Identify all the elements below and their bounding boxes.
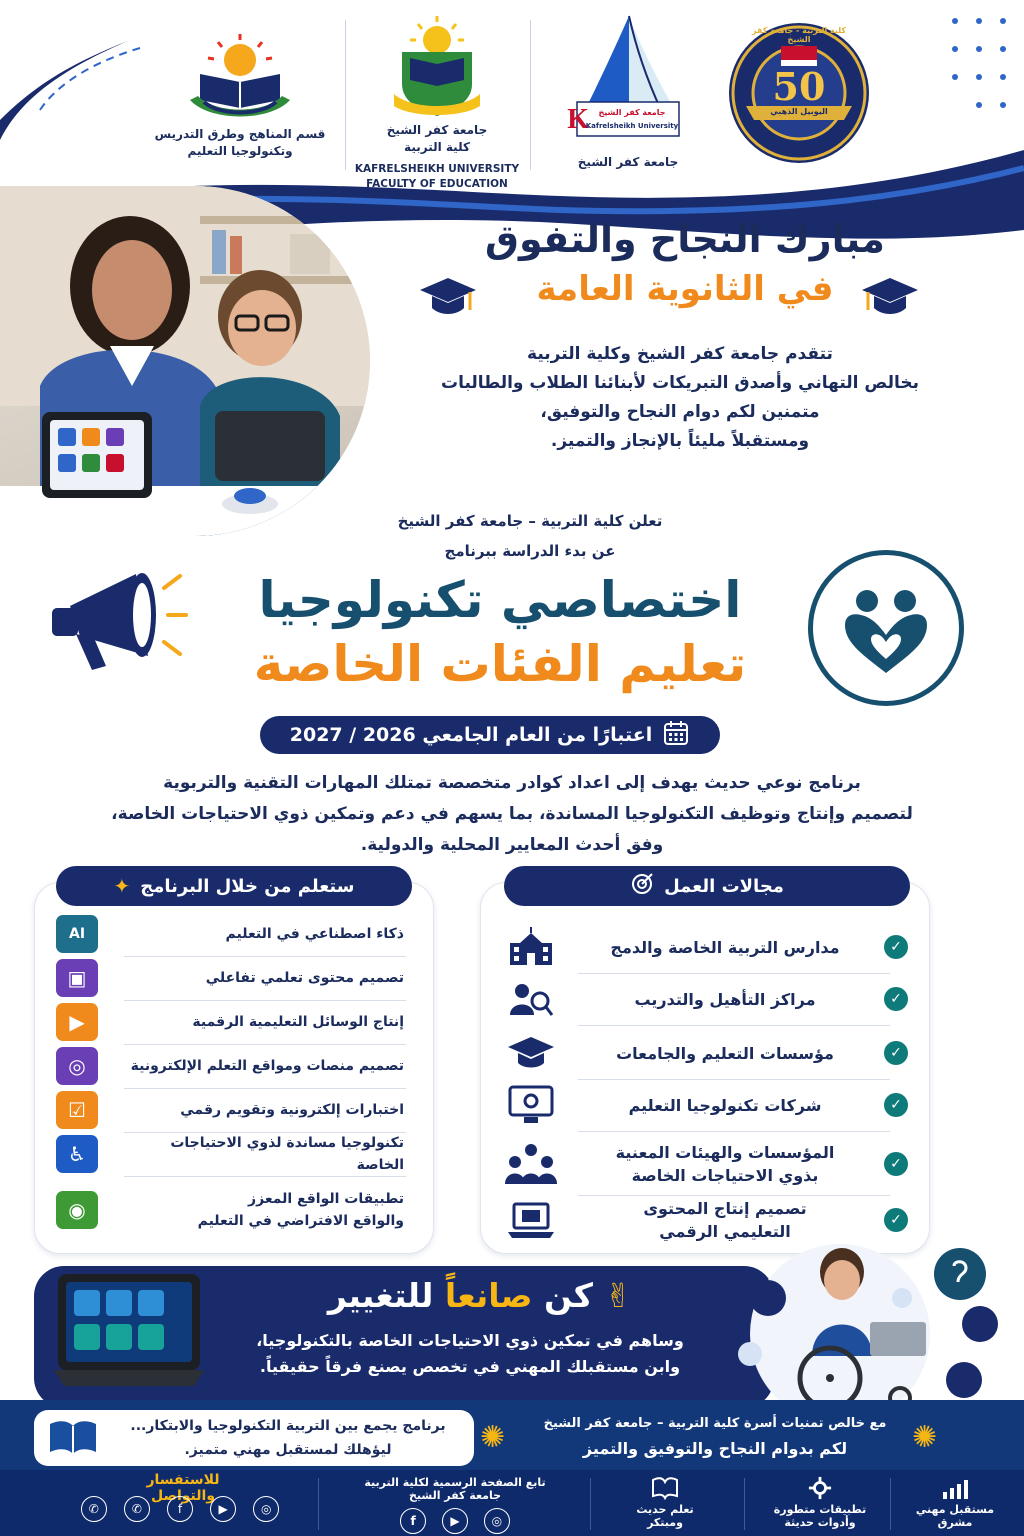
- curriculum-dept-line2: وتكنولوجيا التعليم: [187, 144, 293, 158]
- follow-line1: تابع الصفحة الرسمية لكلية التربية: [364, 1476, 546, 1489]
- open-book-sun-icon: [170, 30, 310, 122]
- work-field-item: [496, 1136, 914, 1192]
- faculty-ar-line1: جامعة كفر الشيخ: [386, 123, 488, 137]
- footer-divider: [890, 1478, 891, 1530]
- faculty-en-line1: KAFRELSHEIKH UNIVERSITY: [354, 163, 520, 175]
- work-fields-header: [504, 866, 910, 906]
- person-raising-arms-icon: ✌: [604, 1276, 633, 1315]
- work-field-item: [496, 1082, 914, 1128]
- program-title-line2: تعليم الفئات الخاصة: [253, 635, 747, 693]
- dot-grid-decoration: [952, 18, 1008, 108]
- learn-header: [56, 866, 412, 906]
- contact-label: للاستفسار والتواصل: [146, 1472, 220, 1504]
- youtube-icon[interactable]: ▶: [442, 1508, 468, 1534]
- work-field-item: [496, 976, 914, 1022]
- svg-text:K: K: [567, 104, 589, 135]
- megaphone-icon: [40, 560, 190, 680]
- header-divider: [530, 20, 531, 170]
- people-search-icon: [496, 979, 566, 1019]
- facebook-icon[interactable]: f: [167, 1496, 193, 1522]
- open-book-icon: [48, 1418, 98, 1458]
- note-line1: برنامج يجمع بين التربية التكنولوجيا والابتكار...: [130, 1418, 446, 1434]
- graduation-cap-icon: [418, 272, 478, 322]
- target-icon: [630, 872, 654, 901]
- banner-text-line: وساهم في تمكين ذوي الاحتياجات الخاصة بالتكنولوجيا،: [256, 1331, 684, 1350]
- footer-divider: [318, 1478, 319, 1530]
- laptop-icon: [496, 1200, 566, 1240]
- congrats-message: [400, 340, 960, 456]
- learn-item: [56, 1090, 408, 1130]
- row-divider: [578, 1079, 890, 1080]
- calendar-icon: [662, 719, 690, 752]
- announcement-intro: [330, 506, 730, 566]
- row-divider: [578, 1025, 890, 1026]
- faculty-ar-line2: كلية التربية: [404, 140, 470, 154]
- feature-label: مستقبل مهني مشرق: [915, 1503, 995, 1529]
- whatsapp-icon[interactable]: ✆: [124, 1496, 150, 1522]
- vr-headset-icon: ◉: [56, 1191, 98, 1229]
- congrats-text-line: متمنين لكم دوام النجاح والتوفيق،: [540, 402, 820, 422]
- follow-page: [330, 1476, 580, 1534]
- feature-apps: [760, 1476, 880, 1529]
- teacher-student-illustration: [0, 186, 370, 536]
- row-divider: [578, 1131, 890, 1132]
- learn-item: [56, 1046, 408, 1086]
- video-icon: ▶: [56, 1003, 98, 1041]
- academic-year-pill: [260, 716, 720, 754]
- globe-icon: ◎: [56, 1047, 98, 1085]
- learn-item-label: تصميم محتوى تعلمي تفاعلي: [205, 970, 404, 986]
- feature-label: تطبيقات متطورة وأدوات حديثة: [773, 1503, 867, 1529]
- learn-item-label: تطبيقات الواقع المعزز والواقع الافتراضي في التعليم: [197, 1191, 404, 1229]
- jubilee-ribbon: اليوبيل الذهبي: [770, 107, 828, 116]
- learn-item-label: إنتاج الوسائل التعليمية الرقمية: [192, 1014, 404, 1030]
- graduation-cap-icon: [860, 272, 920, 322]
- jubilee-ring-text: كلية التربية - جامعة كفر الشيخ: [751, 26, 847, 44]
- work-fields-title: مجالات العمل: [664, 875, 784, 897]
- wheelchair-icon: ♿: [56, 1135, 98, 1173]
- sparkle-icon: ✦: [113, 874, 131, 898]
- work-field-label: مراكز التأهيل والتدريب: [634, 989, 816, 1009]
- check-icon: ✓: [884, 1041, 908, 1065]
- learn-title: ستعلم من خلال البرنامج: [140, 875, 355, 897]
- faculty-logo: [352, 14, 522, 192]
- footer-divider: [744, 1478, 745, 1530]
- feature-learning: [610, 1476, 720, 1529]
- congrats-text-line: بخالص التهاني وأصدق التبريكات لأبنائنا الطلاب والطالبات: [440, 373, 920, 393]
- jubilee-number: 50: [772, 64, 826, 109]
- university-name: جامعة كفر الشيخ: [577, 155, 679, 169]
- program-title-line1: اختصاصي تكنولوجيا: [258, 571, 742, 629]
- open-book-icon: [651, 1476, 679, 1500]
- banner-text-line: وابن مستقبلك المهني في تخصص يصنع فرقاً حقيقياً.: [259, 1357, 681, 1376]
- flower-icon: ✺: [912, 1420, 938, 1455]
- wheelchair-student-illustration: [720, 1238, 1010, 1410]
- check-icon: ✓: [884, 987, 908, 1011]
- heart-people-badge: [808, 550, 964, 706]
- program-note: [110, 1414, 466, 1462]
- wish-line1: مع خالص تمنيات أسرة كلية التربية – جامعة كفر الشيخ: [543, 1416, 887, 1431]
- flower-icon: ✺: [480, 1420, 506, 1455]
- instagram-icon[interactable]: ◎: [253, 1496, 279, 1522]
- feature-label: تعلم حديث ومبتكر: [636, 1503, 694, 1529]
- header-divider: [345, 20, 346, 170]
- contact-icons: [60, 1496, 300, 1522]
- announcement-line2: عن بدء الدراسة ببرنامج: [444, 542, 616, 560]
- change-maker-title: [250, 1276, 710, 1315]
- graduation-cap-icon: [496, 1033, 566, 1073]
- monitor-gear-icon: [496, 1085, 566, 1125]
- ai-chip-icon: AI: [56, 915, 98, 953]
- congrats-text-line: تتقدم جامعة كفر الشيخ وكلية التربية: [527, 344, 833, 364]
- curriculum-dept-logo: [140, 30, 340, 160]
- title-highlight: صانعاً: [444, 1276, 533, 1315]
- learn-item: [56, 1002, 408, 1042]
- footer-divider: [590, 1478, 591, 1530]
- check-icon: ✓: [884, 1093, 908, 1117]
- learn-item: [56, 914, 408, 954]
- row-divider: [578, 973, 890, 974]
- congrats-line1: مبارك النجاح والتفوق: [485, 217, 885, 261]
- teacher-student-photo: [0, 186, 370, 536]
- learn-item: [56, 958, 408, 998]
- description-line: وفق أحدث المعايير المحلية والدولية.: [360, 835, 664, 855]
- work-field-label: تصميم إنتاج المحتوى التعليمي الرقمي: [643, 1199, 807, 1241]
- golden-jubilee-logo: [726, 20, 872, 166]
- faculty-en-line2: FACULTY OF EDUCATION: [366, 178, 508, 190]
- check-icon: ✓: [884, 1208, 908, 1232]
- title-post: للتغيير: [327, 1276, 434, 1315]
- work-field-label: مدارس التربية الخاصة والدمج: [610, 937, 840, 957]
- row-divider: [124, 1088, 406, 1089]
- check-icon: ✓: [884, 1152, 908, 1176]
- work-field-item: [496, 1030, 914, 1076]
- learn-item: [56, 1134, 408, 1174]
- academic-year-text: اعتبارًا من العام الجامعي 2026 / 2027: [289, 724, 653, 746]
- school-icon: [496, 927, 566, 967]
- work-field-label: مؤسسات التعليم والجامعات: [616, 1043, 834, 1063]
- university-logo: [548, 12, 708, 171]
- interactive-screen-icon: ▣: [56, 959, 98, 997]
- description-line: برنامج نوعي حديث يهدف إلى اعداد كوادر متخصصة تمتلك المهارات التقنية والتربوية: [163, 773, 861, 793]
- curriculum-dept-line1: قسم المناهج وطرق التدريس: [154, 127, 326, 141]
- row-divider: [124, 1044, 406, 1045]
- check-icon: ✓: [884, 935, 908, 959]
- tablet-apps-illustration: [54, 1270, 204, 1388]
- work-field-item: [496, 924, 914, 970]
- learn-item-label: اختبارات إلكترونية وتقويم رقمي: [180, 1102, 404, 1118]
- congrats-line2: في الثانوية العامة: [536, 269, 834, 309]
- row-divider: [124, 1000, 406, 1001]
- title-pre: كن: [544, 1276, 593, 1315]
- feature-career: [900, 1476, 1010, 1529]
- wish-line2: لكم بدوام النجاح والتوفيق والتميز: [582, 1439, 848, 1458]
- learn-item-label: تكنولوجيا مساندة لذوي الاحتياجات الخاصة: [170, 1135, 404, 1173]
- university-badge-ar: جامعة كفر الشيخ: [598, 108, 666, 117]
- announcement-line1: تعلن كلية التربية – جامعة كفر الشيخ: [397, 512, 663, 530]
- group-icon: [496, 1142, 566, 1186]
- instagram-icon[interactable]: ◎: [484, 1508, 510, 1534]
- description-line: لتصميم وإنتاج وتوظيف التكنولوجيا المساندة، بما يسهم في دعم وتمكين ذوي الاحتياجات الخاصة،: [111, 804, 913, 824]
- note-line2: ليؤهلك لمستقبل مهني متميز.: [184, 1442, 392, 1458]
- checklist-icon: ☑: [56, 1091, 98, 1129]
- row-divider: [124, 1176, 406, 1177]
- gear-icon: [807, 1476, 833, 1500]
- change-maker-text: [230, 1328, 710, 1380]
- work-field-label: شركات تكنولوجيا التعليم: [628, 1095, 822, 1115]
- phone-icon[interactable]: ✆: [81, 1496, 107, 1522]
- wish-message: [520, 1412, 910, 1462]
- follow-line2: جامعة كفر الشيخ: [408, 1489, 502, 1502]
- work-field-label: المؤسسات والهيئات المعنية بذوي الاحتياجات الخاصة: [615, 1143, 835, 1185]
- learn-item-label: ذكاء اصطناعي في التعليم: [225, 926, 404, 942]
- growth-chart-icon: [941, 1476, 969, 1500]
- learn-item: [56, 1182, 408, 1238]
- learn-item-label: تصميم منصات ومواقع التعلم الإلكترونية: [130, 1058, 404, 1074]
- facebook-icon[interactable]: f: [400, 1508, 426, 1534]
- university-badge-en: Kafrelsheikh University: [585, 122, 679, 130]
- heart-people-icon: [813, 555, 959, 701]
- youtube-icon[interactable]: ▶: [210, 1496, 236, 1522]
- row-divider: [124, 956, 406, 957]
- congrats-text-line: ومستقبلاً مليئاً بالإنجاز والتميز.: [550, 431, 810, 451]
- program-description: [40, 768, 984, 861]
- program-title: [180, 568, 820, 696]
- faculty-crest-icon: [382, 14, 492, 118]
